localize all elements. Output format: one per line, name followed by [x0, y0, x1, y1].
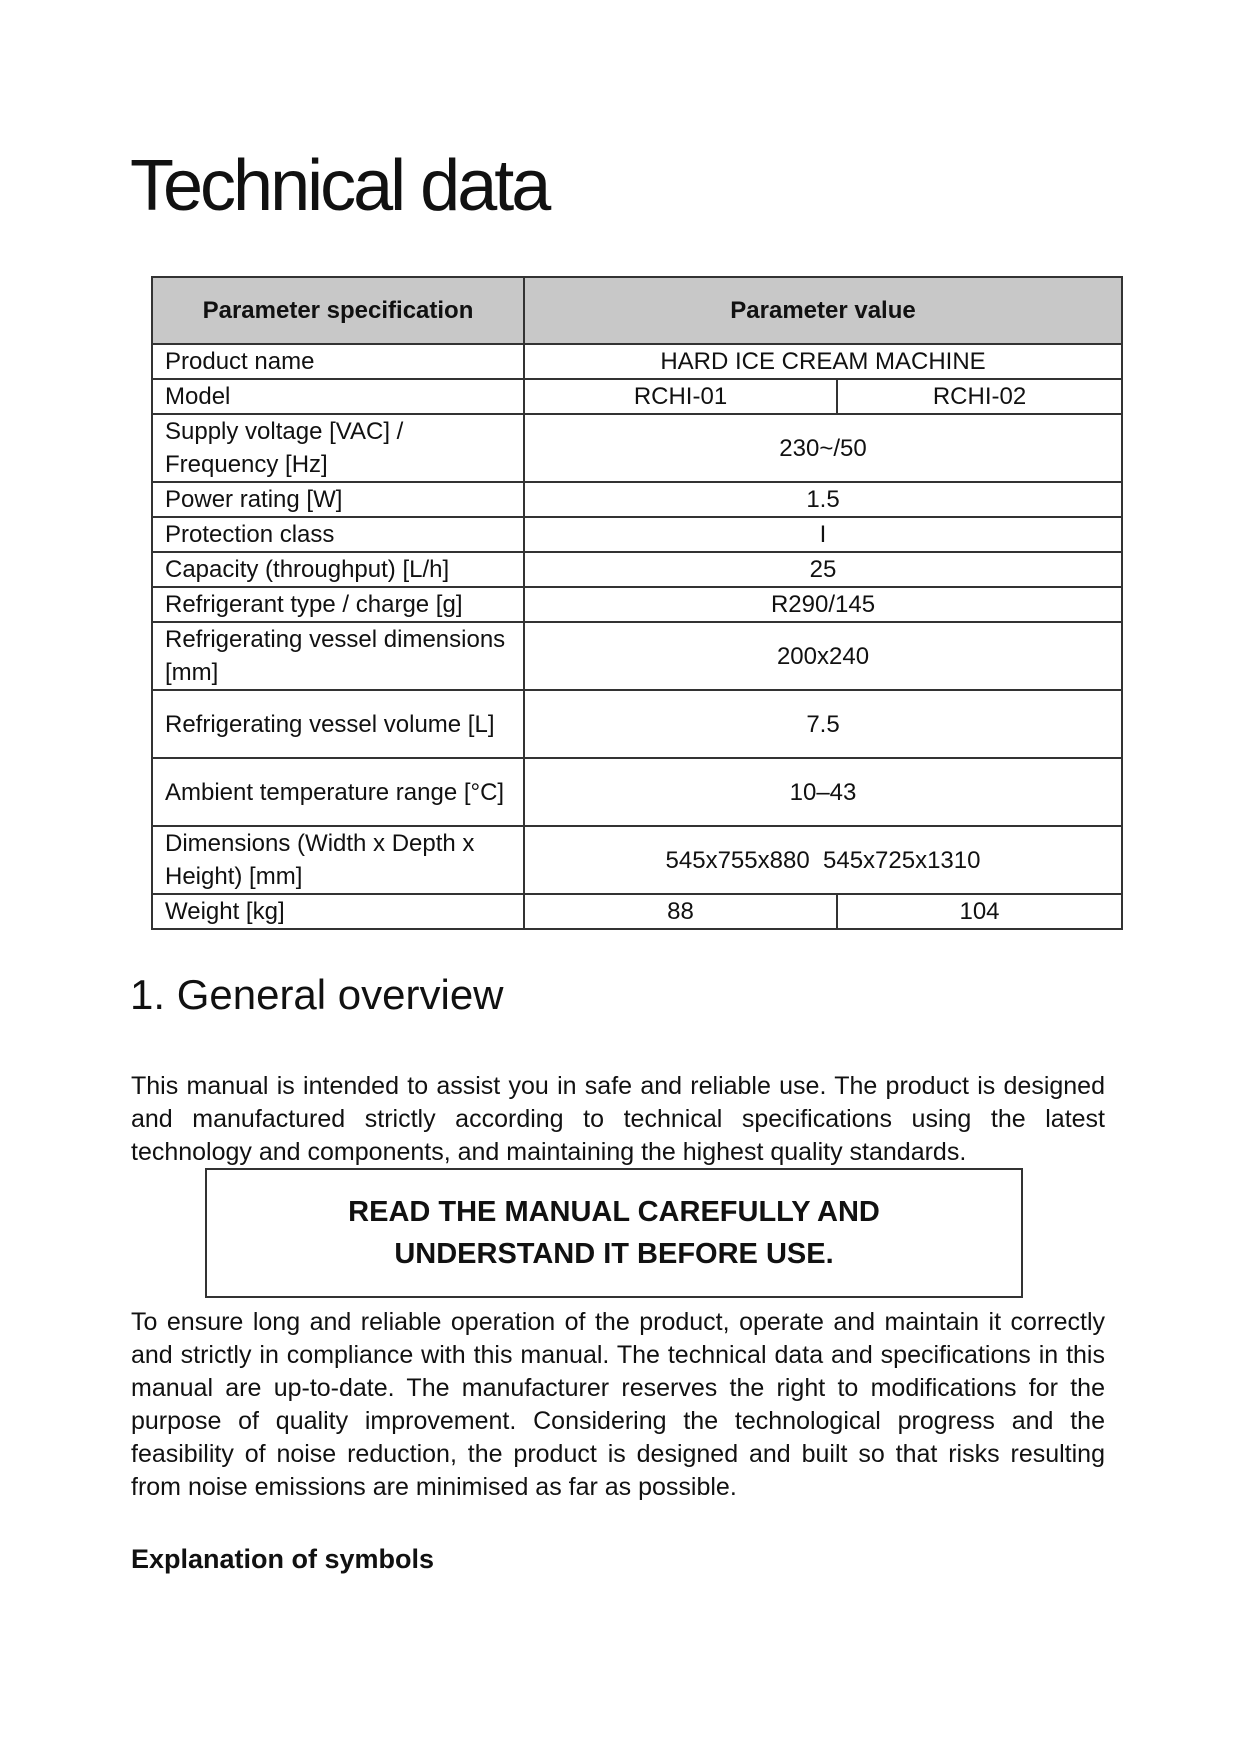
row-label-weight: Weight [kg] — [152, 894, 524, 929]
table-row — [152, 690, 1122, 758]
row-value-dimensions: 545x755x880 545x725x1310 — [524, 826, 1122, 894]
row-value-protection-class: I — [524, 517, 1122, 552]
row-label-product-name: Product name — [152, 344, 524, 379]
intro-paragraph: This manual is intended to assist you in safe and reliable use. The product is designed and manufactured strictly according to technical specifications using the latest technology and components, and maintaining the highest quality standards. — [131, 1072, 1105, 1166]
notice-text: READ THE MANUAL CAREFULLY AND UNDERSTAND IT BEFORE USE. — [348, 1196, 880, 1270]
table-row — [152, 622, 1122, 690]
header-parameter-specification: Parameter specification — [152, 277, 524, 344]
row-value-weight-rchi-01: 88 — [524, 894, 837, 929]
row-value-vessel-dimensions: 200x240 — [524, 622, 1122, 690]
technical-data-table — [151, 276, 1123, 930]
table-row — [152, 758, 1122, 826]
row-label-ambient-temperature: Ambient temperature range [°C] — [152, 758, 524, 826]
row-label-refrigerant: Refrigerant type / charge [g] — [152, 587, 524, 622]
notice-box — [205, 1168, 1023, 1298]
table-row — [152, 517, 1122, 552]
table-row — [152, 552, 1122, 587]
row-value-vessel-volume: 7.5 — [524, 690, 1122, 758]
page-title: Technical data — [130, 146, 549, 226]
row-value-weight-rchi-02: 104 — [837, 894, 1122, 929]
operation-paragraph: To ensure long and reliable operation of the product, operate and maintain it correctly and strictly in compliance with this manual. The technical data and specifications in this manual are up-to-date. The manufacturer reserves the right to modifications for the purpose of quality improvement. Considering the technological progress and the feasibility of noise reduction, the product is designed and built so that risks resulting from noise emissions are minimised as far as possible. — [131, 1308, 1105, 1501]
row-label-power-rating: Power rating [W] — [152, 482, 524, 517]
table-row — [152, 414, 1122, 482]
row-value-ambient-temperature: 10–43 — [524, 758, 1122, 826]
table-row — [152, 379, 1122, 414]
row-value-supply-voltage: 230~/50 — [524, 414, 1122, 482]
row-label-protection-class: Protection class — [152, 517, 524, 552]
row-value-product-name: HARD ICE CREAM MACHINE — [524, 344, 1122, 379]
row-label-capacity: Capacity (throughput) [L/h] — [152, 552, 524, 587]
table-row — [152, 482, 1122, 517]
table-row — [152, 587, 1122, 622]
table-header-row — [152, 277, 1122, 344]
row-label-vessel-volume: Refrigerating vessel volume [L] — [152, 690, 524, 758]
header-parameter-value: Parameter value — [524, 277, 1122, 344]
row-value-capacity: 25 — [524, 552, 1122, 587]
row-value-model-rchi-02: RCHI-02 — [837, 379, 1122, 414]
row-value-power-rating: 1.5 — [524, 482, 1122, 517]
section-heading: 1. General overview — [130, 971, 504, 1018]
table-row — [152, 894, 1122, 929]
row-value-refrigerant: R290/145 — [524, 587, 1122, 622]
table-row — [152, 344, 1122, 379]
row-label-model: Model — [152, 379, 524, 414]
row-label-dimensions: Dimensions (Width x Depth x Height) [mm] — [152, 826, 524, 894]
row-value-model-rchi-01: RCHI-01 — [524, 379, 837, 414]
row-label-supply-voltage: Supply voltage [VAC] / Frequency [Hz] — [152, 414, 524, 482]
table-row — [152, 826, 1122, 894]
row-label-vessel-dimensions: Refrigerating vessel dimensions [mm] — [152, 622, 524, 690]
symbols-heading: Explanation of symbols — [131, 1544, 435, 1574]
